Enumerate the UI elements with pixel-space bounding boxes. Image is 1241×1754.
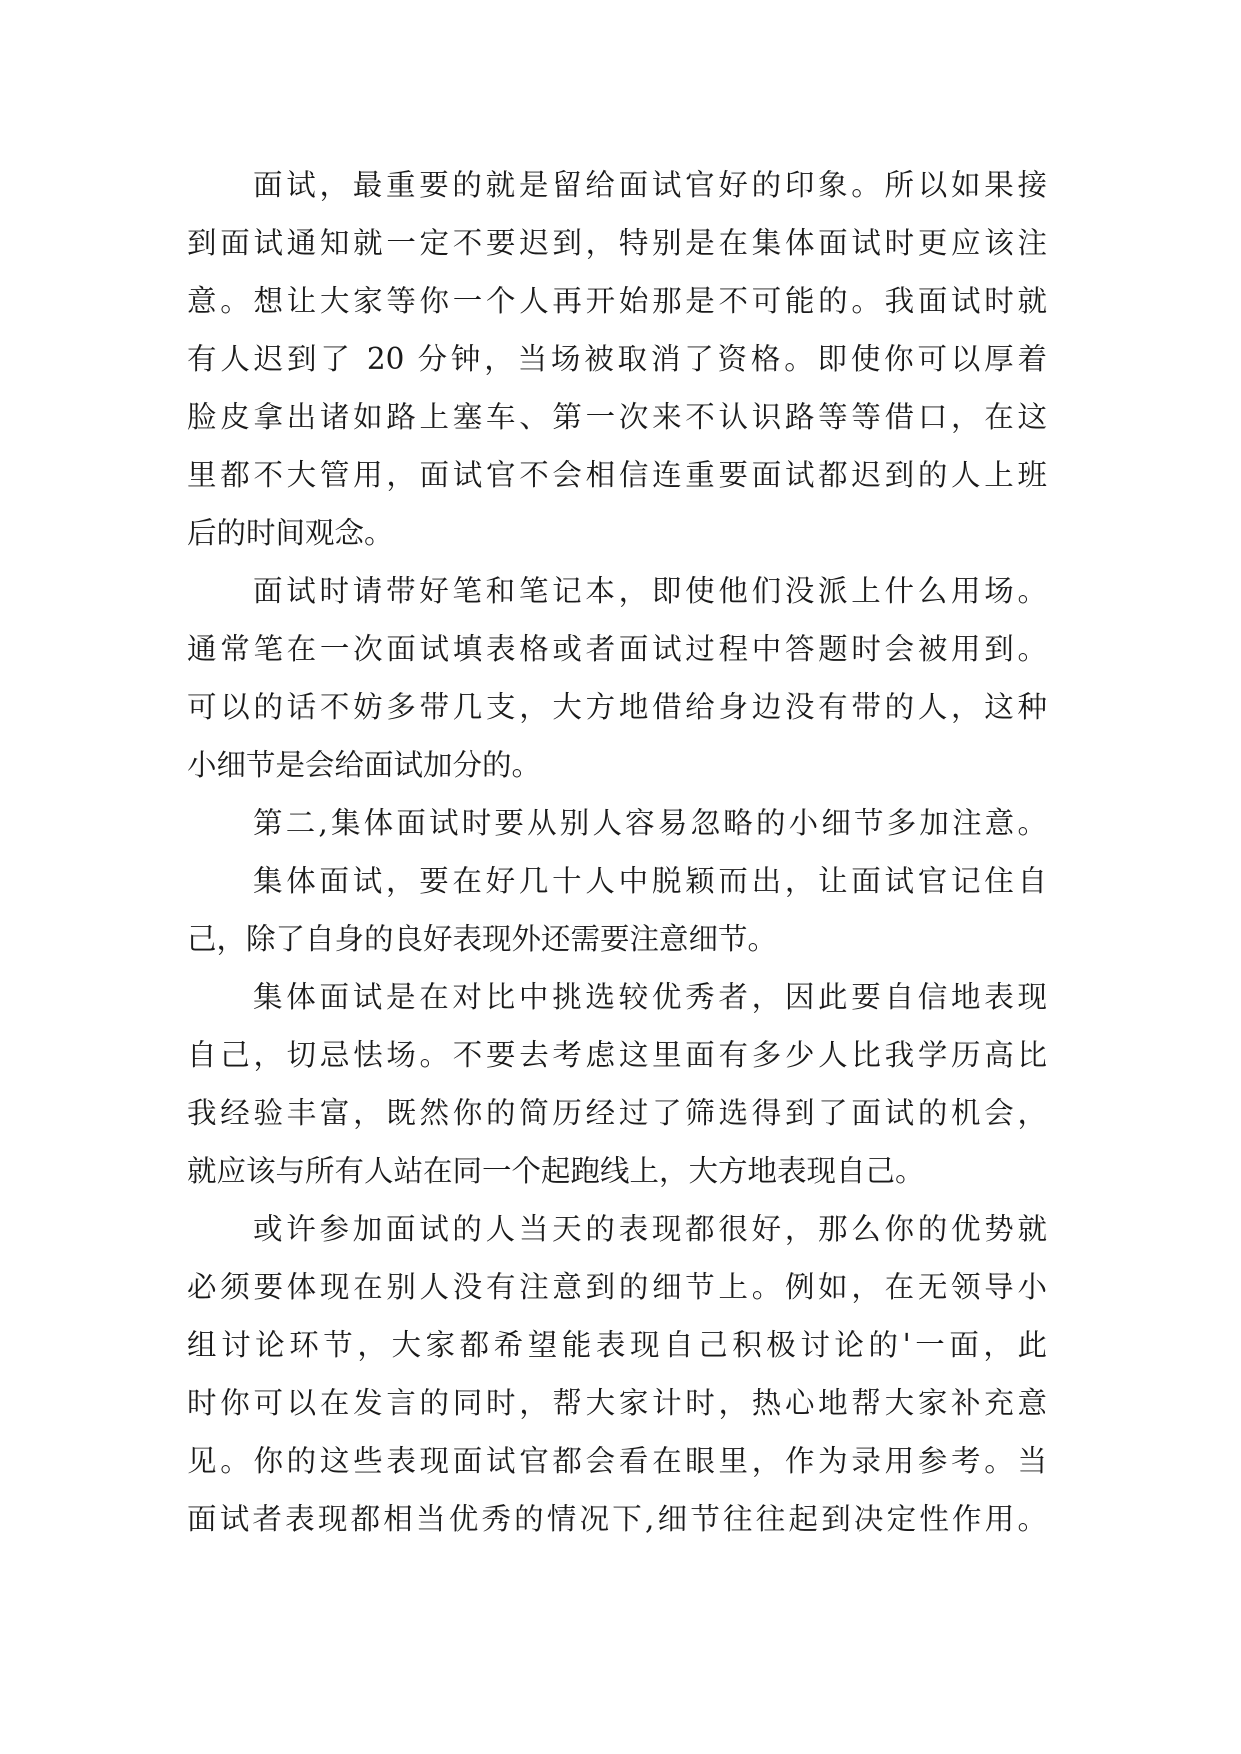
paragraph-line: 意。想让大家等你一个人再开始那是不可能的。我面试时就: [187, 284, 1047, 318]
paragraph-line: 必须要体现在别人没有注意到的细节上。例如，在无领导小: [187, 1270, 1047, 1304]
paragraph-line: 时你可以在发言的同时，帮大家计时，热心地帮大家补充意: [187, 1386, 1047, 1420]
paragraph-line: 可以的话不妨多带几支，大方地借给身边没有带的人，这种: [187, 690, 1047, 724]
paragraph-line: 第二,集体面试时要从别人容易忽略的小细节多加注意。: [253, 806, 1047, 840]
paragraph-line: 后的时间观念。: [187, 516, 394, 550]
paragraph-line: 小细节是会给面试加分的。: [187, 748, 542, 782]
paragraph-line: 己，除了自身的良好表现外还需要注意细节。: [187, 922, 778, 956]
paragraph-line: 到面试通知就一定不要迟到，特别是在集体面试时更应该注: [187, 226, 1047, 260]
paragraph-line: 面试者表现都相当优秀的情况下,细节往往起到决定性作用。: [187, 1502, 1047, 1536]
paragraph-line: 脸皮拿出诸如路上塞车、第一次来不认识路等等借口，在这: [187, 400, 1047, 434]
paragraph-line: 里都不大管用，面试官不会相信连重要面试都迟到的人上班: [187, 458, 1047, 492]
paragraph-line: 集体面试，要在好几十人中脱颖而出，让面试官记住自: [253, 864, 1047, 898]
paragraph-line: 组讨论环节，大家都希望能表现自己积极讨论的'一面，此: [187, 1328, 1047, 1362]
paragraph-line: 面试，最重要的就是留给面试官好的印象。所以如果接: [253, 168, 1047, 202]
paragraph-line: 集体面试是在对比中挑选较优秀者，因此要自信地表现: [253, 980, 1047, 1014]
paragraph-line: 我经验丰富，既然你的简历经过了筛选得到了面试的机会，: [187, 1096, 1047, 1130]
paragraph-line: 或许参加面试的人当天的表现都很好，那么你的优势就: [253, 1212, 1047, 1246]
paragraph-line: 有人迟到了 20 分钟，当场被取消了资格。即使你可以厚着: [187, 342, 1047, 376]
paragraph-line: 自己，切忌怯场。不要去考虑这里面有多少人比我学历高比: [187, 1038, 1047, 1072]
paragraph-line: 见。你的这些表现面试官都会看在眼里，作为录用参考。当: [187, 1444, 1047, 1478]
paragraph-line: 通常笔在一次面试填表格或者面试过程中答题时会被用到。: [187, 632, 1047, 666]
paragraph-line: 就应该与所有人站在同一个起跑线上，大方地表现自己。: [187, 1154, 925, 1188]
paragraph-line: 面试时请带好笔和笔记本，即使他们没派上什么用场。: [253, 574, 1047, 608]
